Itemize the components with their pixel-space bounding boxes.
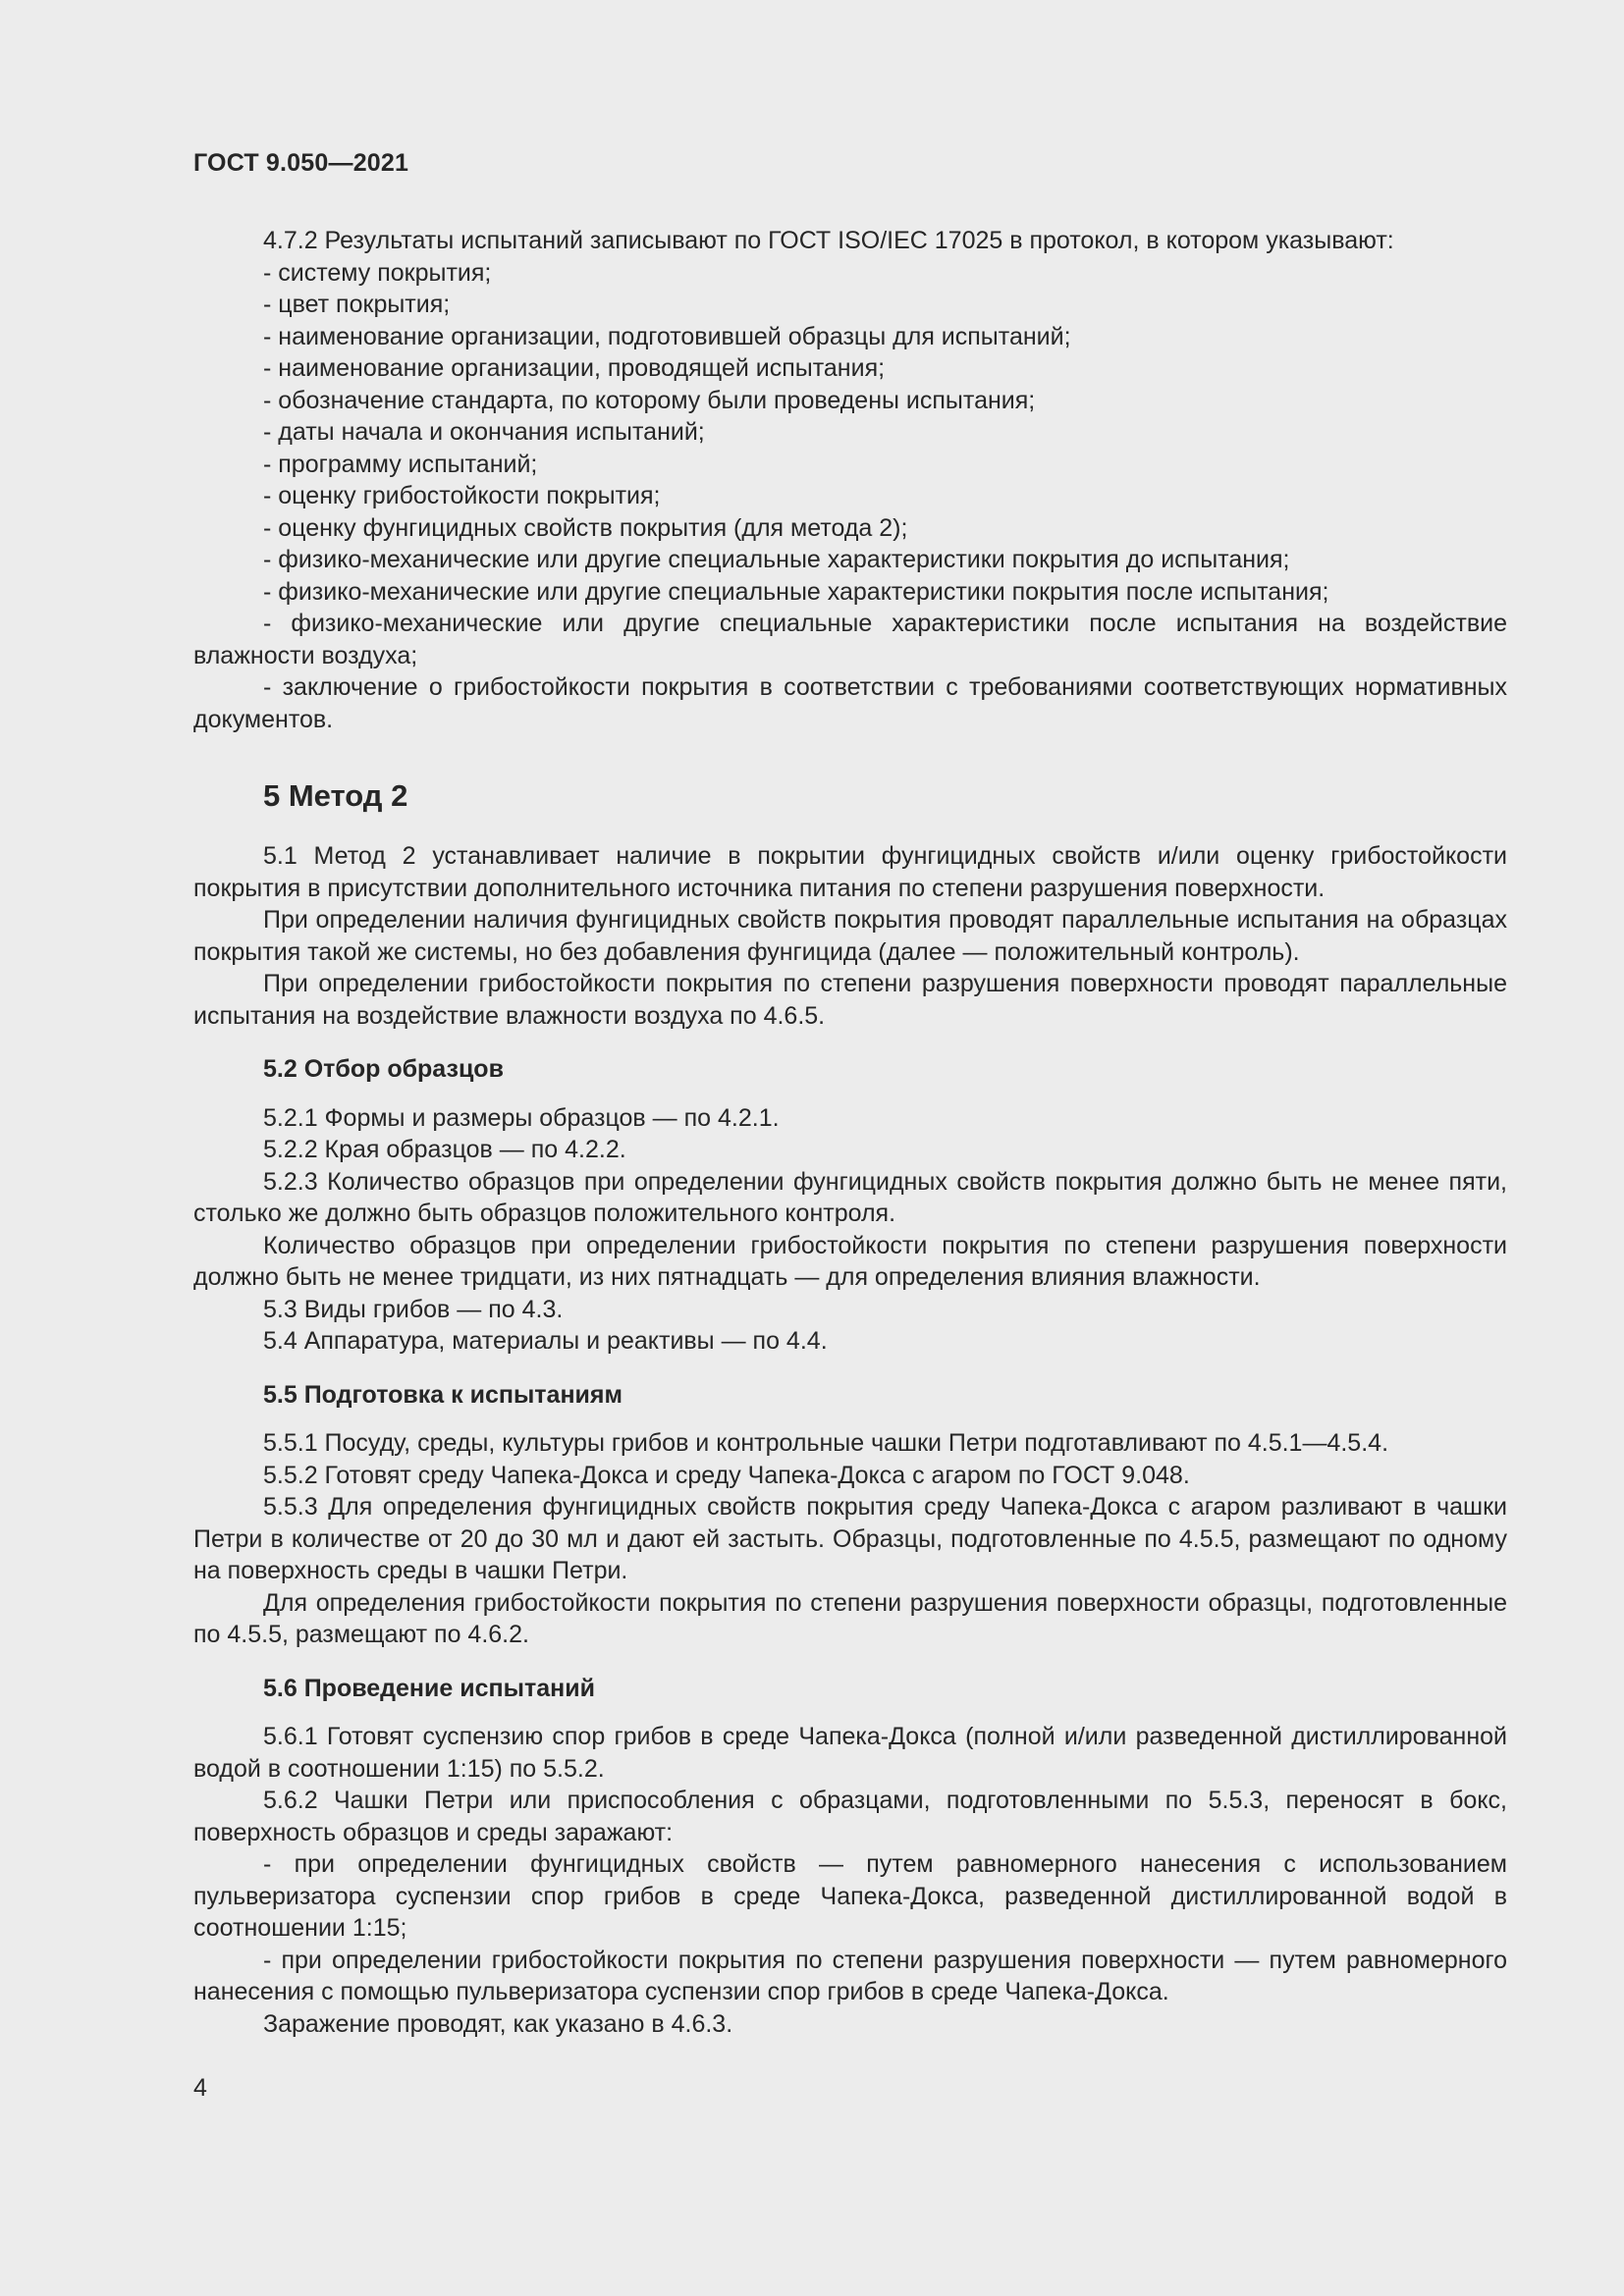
list-item: - физико-механические или другие специальные характеристики покрытия до испытания; <box>263 546 1290 573</box>
clause-4-7-2-intro: 4.7.2 Результаты испытаний записывают по ГОСТ ISO/IEC 17025 в протокол, в котором указывают: <box>263 227 1394 254</box>
list-item: - оценку фунгицидных свойств покрытия (для метода 2); <box>263 513 908 542</box>
clause-5-2-3: 5.2.3 Количество образцов при определении фунгицидных свойств покрытия должно быть не менее пяти, столько же должно быть образцов положительного контроля. <box>193 1167 1507 1227</box>
clause-5-6-2: 5.6.2 Чашки Петри или приспособления с образцами, подготовленными по 5.5.3, переносят в бокс, поверхность образцов и среды заражают: <box>193 1787 1507 1846</box>
clause-5-6-1: 5.6.1 Готовят суспензию спор грибов в среде Чапека-Докса (полной и/или разведенной дистиллированной водой в соотношении 1:15) по 5.5.2. <box>193 1723 1507 1783</box>
clause-5-5-3-paragraph-2: Для определения грибостойкости покрытия по степени разрушения поверхности образцы, подготовленные по 4.5.5, размещают по 4.6.2. <box>193 1588 1507 1648</box>
list-item: - даты начала и окончания испытаний; <box>263 418 705 446</box>
clause-5-1: 5.1 Метод 2 устанавливает наличие в покрытии фунгицидных свойств и/или оценку грибостойкости покрытия в присутствии дополнительного источника питания по степени разрушения поверхности. <box>193 842 1507 902</box>
clause-5-6-2-item-b: - при определении грибостойкости покрытия по степени разрушения поверхности — путем равномерного нанесения с помощью пульверизатора суспензии спор грибов в среде Чапека-Докса. <box>193 1946 1507 2005</box>
list-item: - систему покрытия; <box>263 258 492 287</box>
clause-5-2-heading: 5.2 Отбор образцов <box>263 1055 504 1083</box>
clause-5-5-3: 5.5.3 Для определения фунгицидных свойств покрытия среду Чапека-Докса с агаром разливают в чашки Петри в количестве от 20 до 30 мл и дают ей застыть. Образцы, подготовленные по 4.5.5, размещают по одному на поверхность среды в чашки Петри. <box>193 1493 1507 1584</box>
clause-5-6-heading: 5.6 Проведение испытаний <box>263 1674 595 1702</box>
clause-5-6-2-paragraph-2: Заражение проводят, как указано в 4.6.3. <box>263 2009 733 2038</box>
clause-5-2-2: 5.2.2 Края образцов — по 4.2.2. <box>263 1136 626 1163</box>
page-content <box>193 225 1507 2040</box>
clause-5-2-3-paragraph-2: Количество образцов при определении грибостойкости покрытия по степени разрушения поверхности должно быть не менее тридцати, из них пятнадцать — для определения влияния влажности. <box>193 1231 1507 1291</box>
list-item: - физико-механические или другие специальные характеристики покрытия после испытания; <box>263 577 1329 606</box>
list-item: - наименование организации, подготовившей образцы для испытаний; <box>263 322 1071 350</box>
clause-5-2-1: 5.2.1 Формы и размеры образцов — по 4.2.1. <box>263 1103 780 1132</box>
list-item: - программу испытаний; <box>263 450 538 478</box>
list-item: - оценку грибостойкости покрытия; <box>263 482 661 509</box>
clause-5-5-heading: 5.5 Подготовка к испытаниям <box>263 1380 623 1409</box>
clause-5-5-1: 5.5.1 Посуду, среды, культуры грибов и контрольные чашки Петри подготавливают по 4.5.1—4.5.4. <box>263 1429 1389 1457</box>
clause-5-4: 5.4 Аппаратура, материалы и реактивы — по 4.4. <box>263 1327 828 1355</box>
clause-5-6-2-item-a: - при определении фунгицидных свойств — путем равномерного нанесения с использованием пульверизатора суспензии спор грибов в среде Чапека-Докса, разведенной дистиллированной водой в соотношении 1:15; <box>193 1850 1507 1942</box>
clause-5-1-paragraph-2: При определении наличия фунгицидных свойств покрытия проводят параллельные испытания на образцах покрытия такой же системы, но без добавления фунгицида (далее — положительный контроль). <box>193 906 1507 966</box>
list-item: - заключение о грибостойкости покрытия в соответствии с требованиями соответствующих нормативных документов. <box>193 673 1507 733</box>
list-item: - цвет покрытия; <box>263 291 451 318</box>
clause-5-1-paragraph-3: При определении грибостойкости покрытия по степени разрушения поверхности проводят параллельные испытания на воздействие влажности воздуха по 4.6.5. <box>193 970 1507 1030</box>
document-code-header: ГОСТ 9.050—2021 <box>193 149 409 177</box>
clause-5-3: 5.3 Виды грибов — по 4.3. <box>263 1295 564 1323</box>
section-5-heading: 5 Метод 2 <box>263 778 408 813</box>
list-item: - обозначение стандарта, по которому были проведены испытания; <box>263 386 1036 414</box>
list-item: - физико-механические или другие специальные характеристики после испытания на воздействие влажности воздуха; <box>193 610 1507 669</box>
clause-5-5-2: 5.5.2 Готовят среду Чапека-Докса и среду Чапека-Докса с агаром по ГОСТ 9.048. <box>263 1461 1190 1489</box>
list-item: - наименование организации, проводящей испытания; <box>263 354 886 382</box>
page-number: 4 <box>193 2074 207 2102</box>
